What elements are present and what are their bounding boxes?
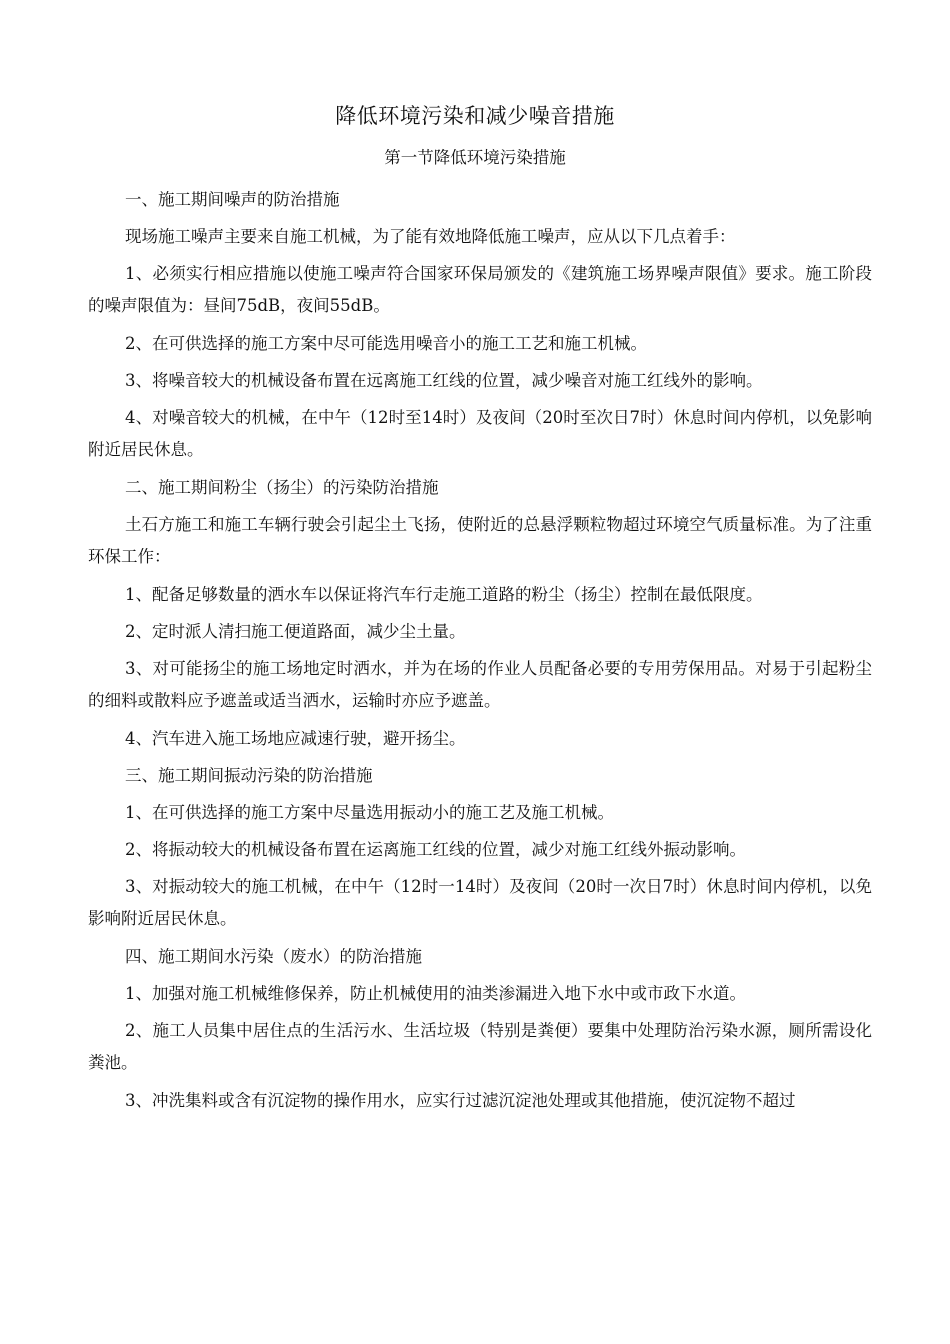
paragraph: 4、对噪音较大的机械，在中午（12时至14时）及夜间（20时至次日7时）休息时间内停机，以免影响附近居民休息。 (88, 408, 872, 459)
paragraph: 4、汽车进入施工场地应减速行驶，避开扬尘。 (125, 729, 466, 748)
heading-dust: 二、施工期间粉尘（扬尘）的污染防治措施 (125, 478, 439, 497)
paragraph: 3、对可能扬尘的施工场地定时洒水，并为在场的作业人员配备必要的专用劳保用品。对易于引起粉尘的细料或散料应予遮盖或适当洒水，运输时亦应予遮盖。 (88, 659, 872, 710)
paragraph: 土石方施工和施工车辆行驶会引起尘土飞扬，使附近的总悬浮颗粒物超过环境空气质量标准。为了注重环保工作： (88, 515, 872, 566)
document-body (88, 181, 872, 1119)
paragraph: 3、冲洗集料或含有沉淀物的操作用水，应实行过滤沉淀池处理或其他措施，使沉淀物不超过 (125, 1091, 796, 1110)
paragraph: 3、对振动较大的施工机械，在中午（12时一14时）及夜间（20时一次日7时）休息时间内停机，以免影响附近居民休息。 (88, 877, 872, 928)
paragraph: 3、将噪音较大的机械设备布置在远离施工红线的位置，减少噪音对施工红线外的影响。 (125, 371, 763, 390)
section-title: 第一节降低环境污染措施 (384, 148, 566, 167)
document-title: 降低环境污染和减少噪音措施 (335, 104, 615, 128)
paragraph: 1、在可供选择的施工方案中尽量选用振动小的施工艺及施工机械。 (125, 803, 614, 822)
paragraph: 2、将振动较大的机械设备布置在运离施工红线的位置，减少对施工红线外振动影响。 (125, 840, 746, 859)
paragraph: 1、加强对施工机械维修保养，防止机械使用的油类渗漏进入地下水中或市政下水道。 (125, 984, 746, 1003)
paragraph: 1、配备足够数量的洒水车以保证将汽车行走施工道路的粉尘（扬尘）控制在最低限度。 (125, 585, 763, 604)
heading-noise: 一、施工期间噪声的防治措施 (125, 190, 340, 209)
paragraph: 1、必须实行相应措施以使施工噪声符合国家环保局颁发的《建筑施工场界噪声限值》要求。施工阶段的噪声限值为：昼间75dB，夜间55dB。 (88, 264, 872, 315)
paragraph: 现场施工噪声主要来自施工机械，为了能有效地降低施工噪声，应从以下几点着手： (125, 227, 736, 246)
paragraph: 2、定时派人清扫施工便道路面，减少尘土量。 (125, 622, 466, 641)
heading-vibration: 三、施工期间振动污染的防治措施 (125, 766, 373, 785)
paragraph: 2、施工人员集中居住点的生活污水、生活垃圾（特别是粪便）要集中处理防治污染水源，厕所需设化粪池。 (88, 1021, 872, 1072)
paragraph: 2、在可供选择的施工方案中尽可能选用噪音小的施工工艺和施工机械。 (125, 334, 647, 353)
heading-water: 四、施工期间水污染（废水）的防治措施 (125, 947, 422, 966)
